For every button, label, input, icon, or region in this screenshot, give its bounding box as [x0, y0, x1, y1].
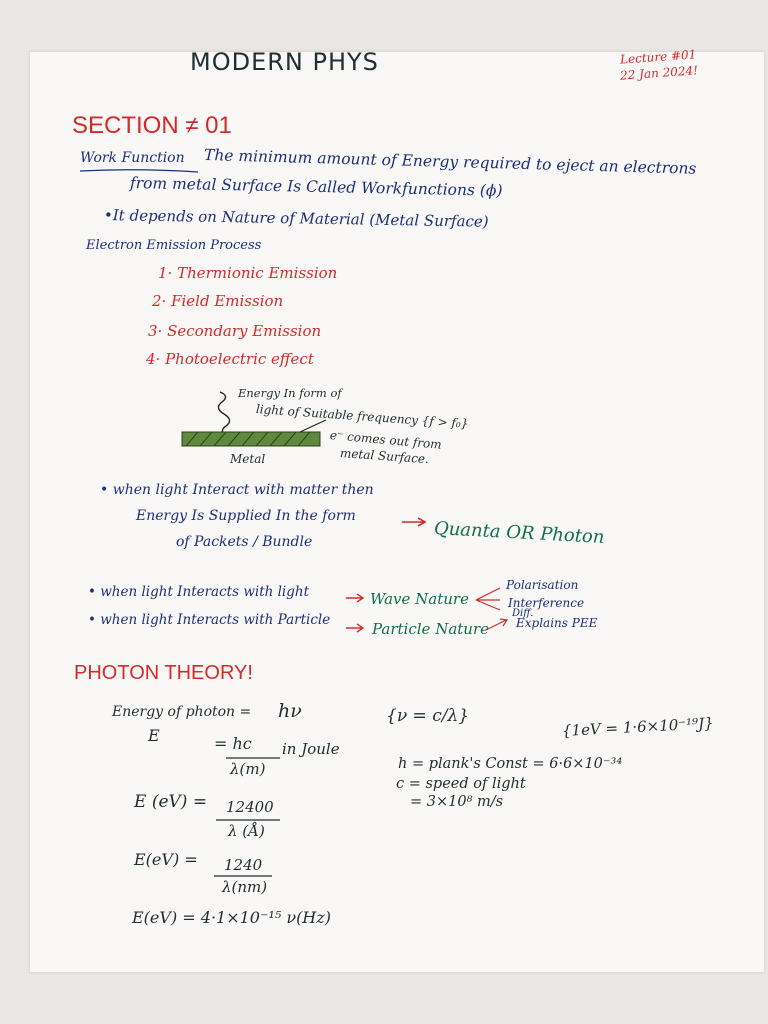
- work-function-def-line2: from metal Surface Is Called Workfunctions (ϕ): [129, 174, 503, 200]
- wave-item-diff: Diff.: [512, 608, 534, 619]
- formula3: E(eV) = 4·1×10⁻¹⁵ ν(Hz): [132, 908, 331, 927]
- energy-value: hν: [278, 700, 302, 722]
- emission-item-2: 2· Field Emission: [152, 292, 284, 310]
- matter-line1: • when light Interact with matter then: [100, 482, 374, 498]
- electron-label-line2: metal Surface.: [339, 446, 430, 467]
- work-function-term: Work Function: [80, 150, 185, 166]
- light-label-line1: Energy In form of: [238, 386, 342, 400]
- emission-heading: Electron Emission Process: [86, 238, 262, 253]
- hc-denominator: λ(m): [230, 760, 266, 778]
- lecture-number: Lecture #01: [619, 47, 697, 67]
- work-function-bullet: •It depends on Nature of Material (Metal Surface): [103, 206, 489, 231]
- speed-of-light-value: = 3×10⁸ m/s: [410, 794, 504, 810]
- formula1-left: E (eV) =: [134, 792, 208, 812]
- wave-branches: [474, 584, 508, 614]
- formula2-left: E(eV) =: [134, 850, 198, 869]
- arrow-to-wave: [344, 592, 368, 604]
- light-wave-icon: [218, 392, 229, 434]
- joule-label: in Joule: [282, 740, 340, 758]
- emission-item-1: 1· Thermionic Emission: [158, 264, 338, 282]
- formula1-numerator: 12400: [226, 798, 274, 816]
- ev-conversion: {1eV = 1·6×10⁻¹⁹J}: [561, 714, 715, 740]
- page-title: MODERN PHYS: [190, 48, 379, 76]
- particle-interaction: • when light Interacts with Particle: [88, 612, 331, 628]
- particle-item-pee: Explains PEE: [516, 616, 598, 630]
- particle-branch: [484, 614, 510, 634]
- wave-nature: Wave Nature: [370, 590, 469, 608]
- arrow-to-quanta: [400, 516, 430, 528]
- planck-constant: h = plank's Const = 6·6×10⁻³⁴: [398, 756, 623, 772]
- formula1-denominator: λ (Å): [228, 822, 265, 840]
- metal-label: Metal: [230, 452, 266, 466]
- section-heading: SECTION ≠ 01: [72, 112, 232, 139]
- matter-line2: Energy Is Supplied In the form: [136, 508, 356, 524]
- energy-label: Energy of photon =: [112, 704, 252, 720]
- formula2-denominator: λ(nm): [222, 878, 268, 896]
- electron-label-line1: e⁻ comes out from: [329, 428, 443, 452]
- term-underline: [80, 168, 200, 174]
- hc-numerator: = hc: [214, 734, 252, 753]
- work-function-def-line1: The minimum amount of Energy required to eject an electrons: [203, 146, 697, 178]
- emission-item-4: 4· Photoelectric effect: [146, 350, 314, 368]
- quanta-photon: Quanta OR Photon: [433, 518, 605, 548]
- electron-arrow: [300, 420, 326, 432]
- wave-item-polarisation: Polarisation: [506, 578, 579, 592]
- light-label-line2: light of Suitable frequency {f > f₀}: [255, 402, 469, 431]
- arrow-to-particle: [344, 622, 368, 634]
- particle-nature: Particle Nature: [372, 620, 490, 638]
- emission-item-3: 3· Secondary Emission: [148, 322, 322, 340]
- speed-of-light-def: c = speed of light: [396, 776, 526, 792]
- matter-line3: of Packets / Bundle: [176, 534, 313, 550]
- wave-interaction: • when light Interacts with light: [88, 584, 309, 600]
- wave-item-interference: Interference: [508, 596, 585, 610]
- E-symbol: E: [148, 726, 160, 745]
- photon-theory-title: PHOTON THEORY!: [74, 662, 253, 684]
- lecture-date: 22 Jan 2024!: [619, 63, 699, 83]
- nu-equation: {ν = c/λ}: [386, 706, 470, 726]
- formula2-numerator: 1240: [224, 856, 263, 874]
